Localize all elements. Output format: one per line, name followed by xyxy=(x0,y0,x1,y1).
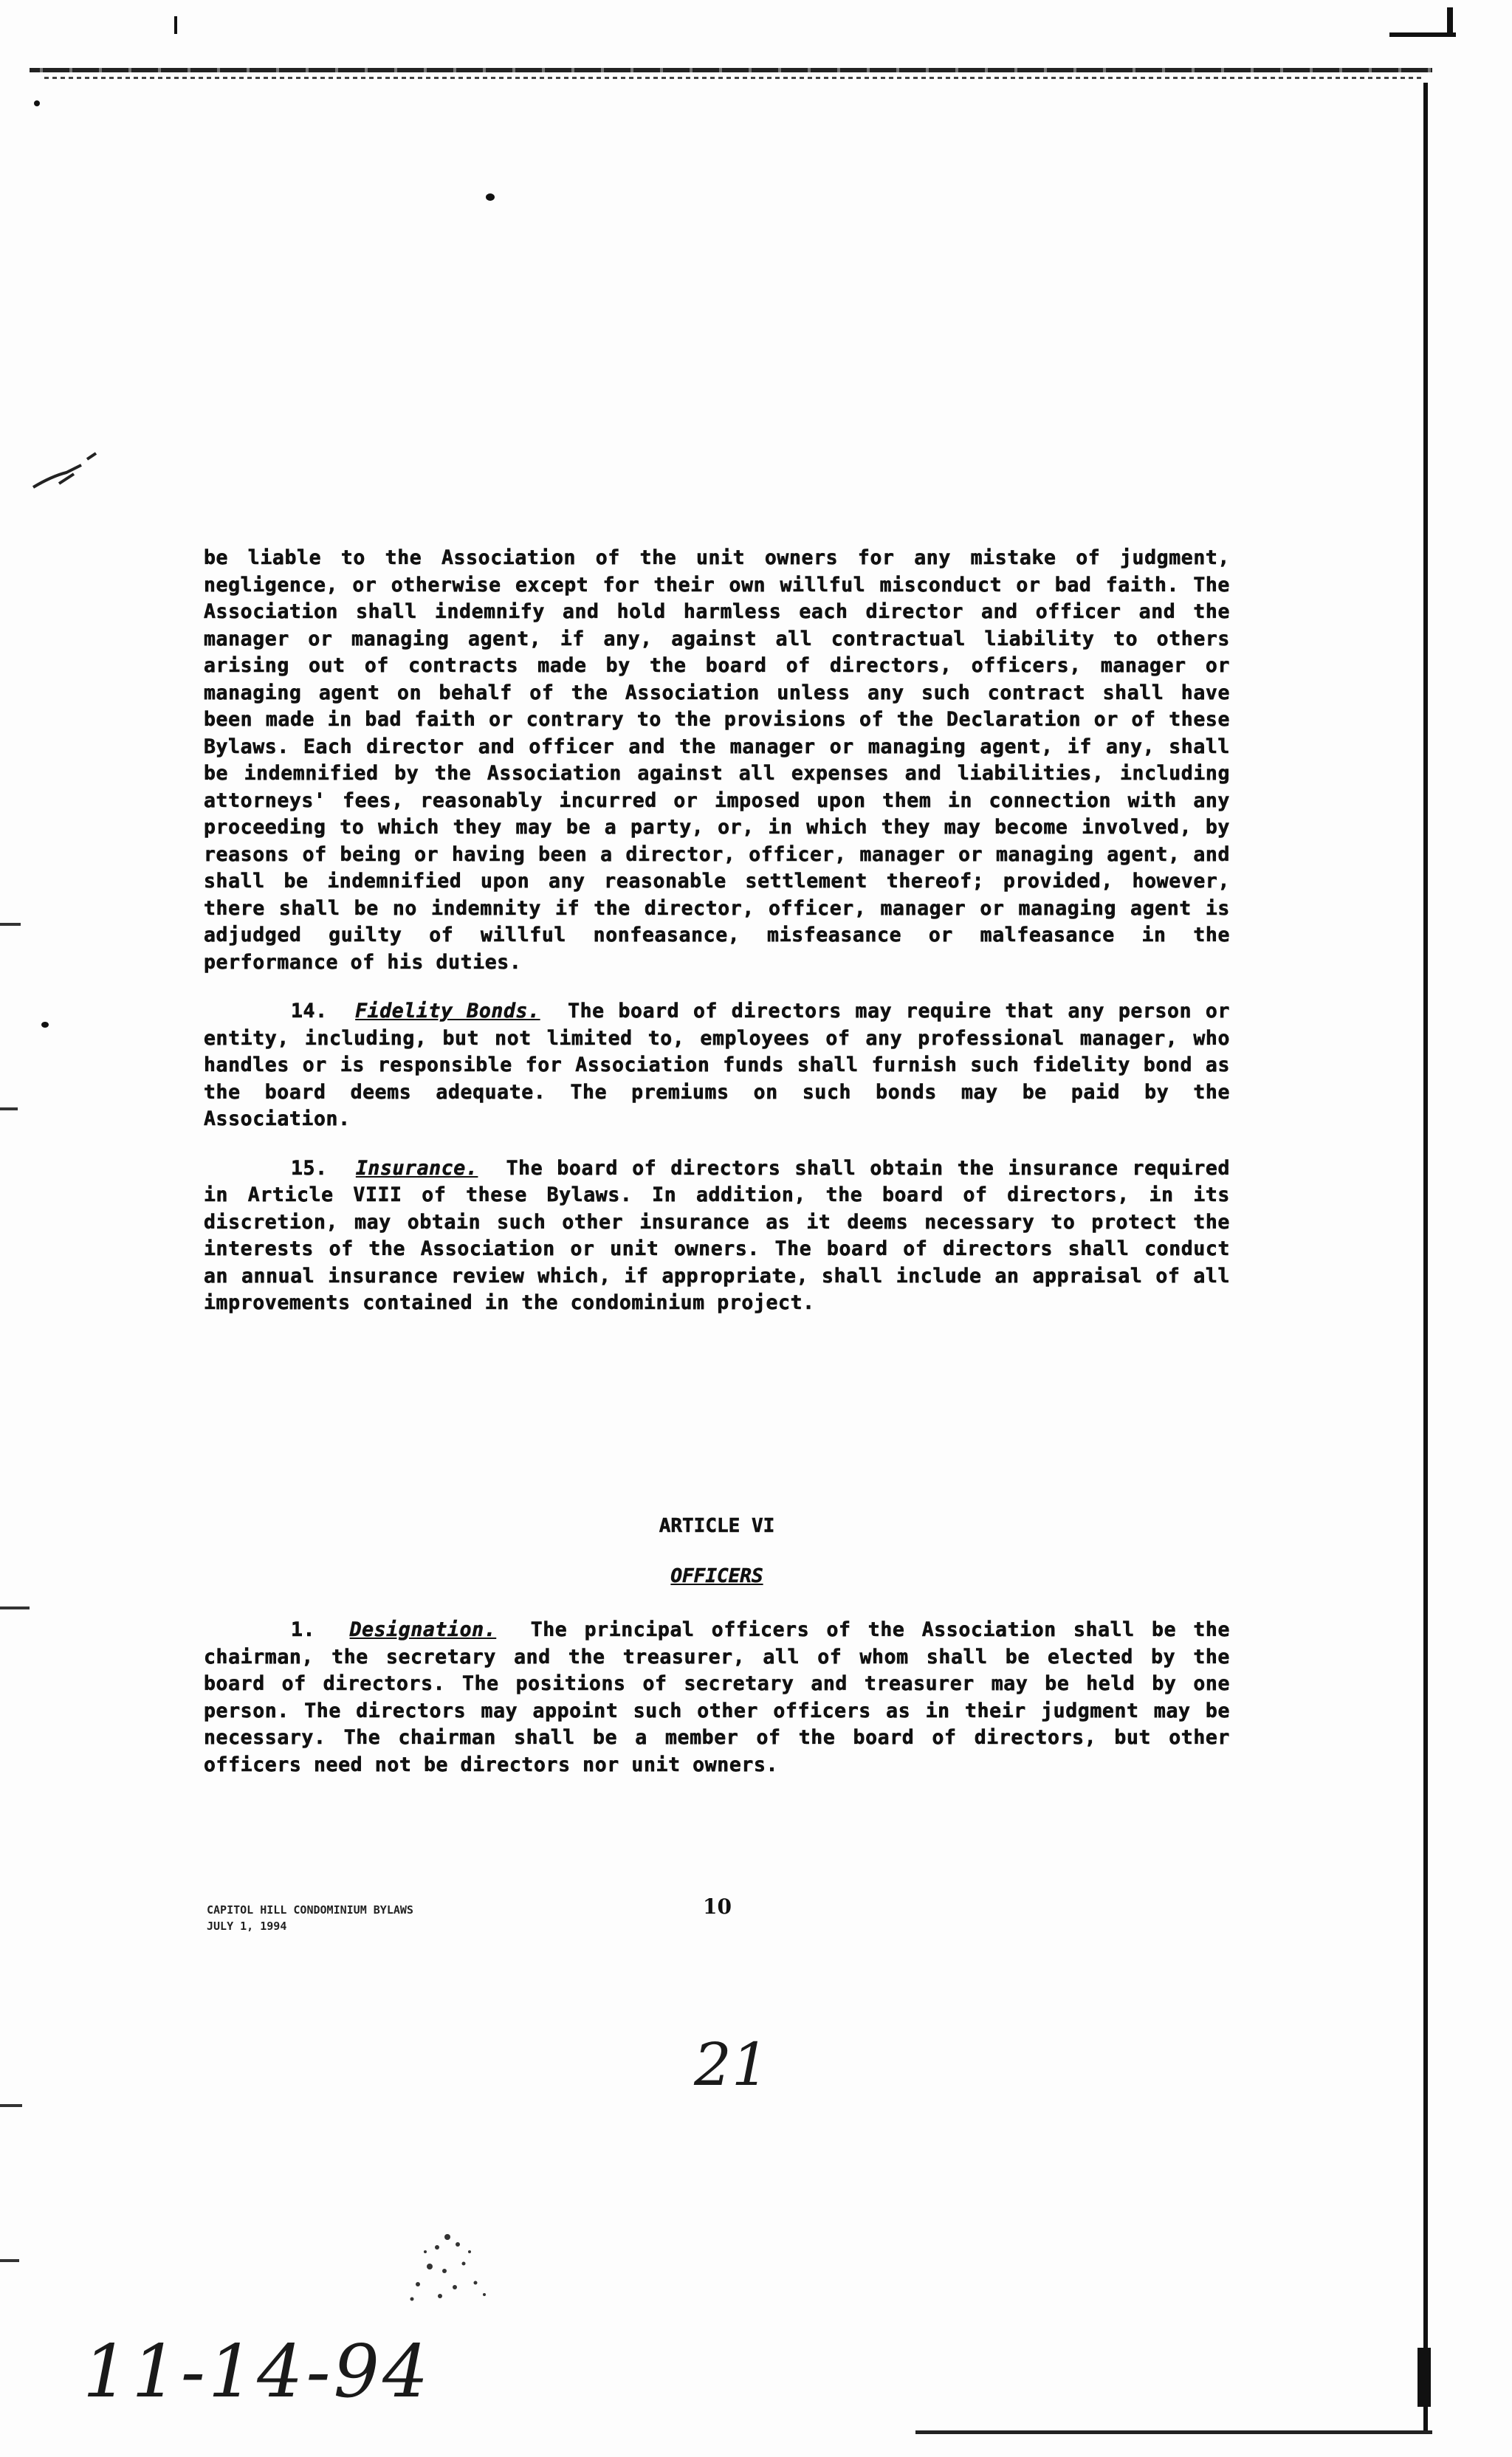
scan-mark xyxy=(1389,32,1456,37)
document-footer xyxy=(207,1902,413,1934)
margin-tick xyxy=(0,1107,18,1110)
section-1-number: 1. xyxy=(291,1618,316,1641)
article-body xyxy=(204,1617,1230,1779)
right-page-edge-foot xyxy=(1418,2348,1431,2407)
section-15-text: The board of directors shall obtain the insurance required in Article VIII of these Bylaws. In addition, the board of directors, in its discretion, may obtain such other insurance as it deems necessary to protect the interests of the Association or unit owners. The board of directors shall conduct an annual insurance review which, if appropriate, shall include an appraisal of all improvements contained in the condominium project. xyxy=(204,1156,1231,1314)
margin-tick xyxy=(0,923,21,926)
scan-dot xyxy=(41,1022,49,1028)
section-15-number: 15. xyxy=(291,1156,328,1180)
section-14-text: The board of directors may require that any person or entity, including, but not limited to, employees of any professional manager, who handles or is responsible for Association funds shall furnish such fidelity bond as the board deems adequate. The premiums on such bonds may be paid by the Association. xyxy=(204,1000,1230,1130)
footer-title: CAPITOL HILL CONDOMINIUM BYLAWS xyxy=(207,1903,413,1917)
scan-dot xyxy=(34,100,40,106)
page-number: 10 xyxy=(703,1894,732,1919)
section-14-title: Fidelity Bonds. xyxy=(355,1000,540,1023)
section-14-number: 14. xyxy=(291,1000,328,1023)
article-heading: ARTICLE VI xyxy=(659,1515,775,1537)
footer-date: JULY 1, 1994 xyxy=(207,1920,287,1933)
scan-smudge-stamp xyxy=(396,2222,499,2311)
section-1-text: The principal officers of the Association shall be the chairman, the secretary and the treasurer, all of whom shall be elected by the board of directors. The positions of secretary and treasurer may be held by one person. The directors may appoint such other officers as in their judgment may be necessary. The chairman shall be a member of the board of directors, but other officers need not be directors nor unit owners. xyxy=(204,1618,1231,1776)
section-1-title: Designation. xyxy=(349,1618,497,1641)
right-page-edge xyxy=(1423,83,1428,2430)
handwritten-page-mark: 21 xyxy=(694,2030,769,2099)
top-rule-dotted xyxy=(44,77,1425,79)
section-1-paragraph xyxy=(204,1617,1230,1779)
scan-mark xyxy=(174,16,177,34)
article-title: OFFICERS xyxy=(670,1565,763,1587)
section-15-title: Insurance. xyxy=(355,1156,478,1180)
scan-dot xyxy=(486,193,495,201)
scan-mark xyxy=(1447,7,1453,37)
margin-tick xyxy=(0,2104,22,2107)
document-body xyxy=(204,545,1230,1317)
top-rule xyxy=(30,68,1432,72)
handwritten-date: 11-14-94 xyxy=(83,2330,432,2414)
margin-tick xyxy=(0,2259,19,2262)
section-14-paragraph xyxy=(204,998,1230,1133)
section-15-paragraph xyxy=(204,1155,1230,1317)
margin-tick xyxy=(0,1606,30,1609)
paragraph-continued: be liable to the Association of the unit owners for any mistake of judgment, negligence, or otherwise except for their own willful misconduct or bad faith. The Association shall indemnify and hold harmless each director and officer and the manager or managing agent, if any, against all contractual liability to others arising out of contracts made by the board of directors, officers, manager or managing agent on behalf of the Association unless any such contract shall have been made in bad faith or contrary to the provisions of the Declaration or of these Bylaws. Each director and officer and the manager or managing agent, if any, shall be indemnified by the Association against all expenses and liabilities, including attorneys' fees, reasonably incurred or imposed upon them in connection with any proceeding to which they may be a party, or, in which they may become involved, by reasons of being or having been a director, officer, manager or managing agent, and shall be indemnified upon any reasonable settlement thereof; provided, however, there shall be no indemnity if the director, officer, manager or managing agent is adjudged guilty of willful nonfeasance, misfeasance or malfeasance in the performance of his duties. xyxy=(204,546,1230,974)
bottom-page-edge xyxy=(915,2430,1432,2434)
scan-smudge xyxy=(30,443,103,502)
